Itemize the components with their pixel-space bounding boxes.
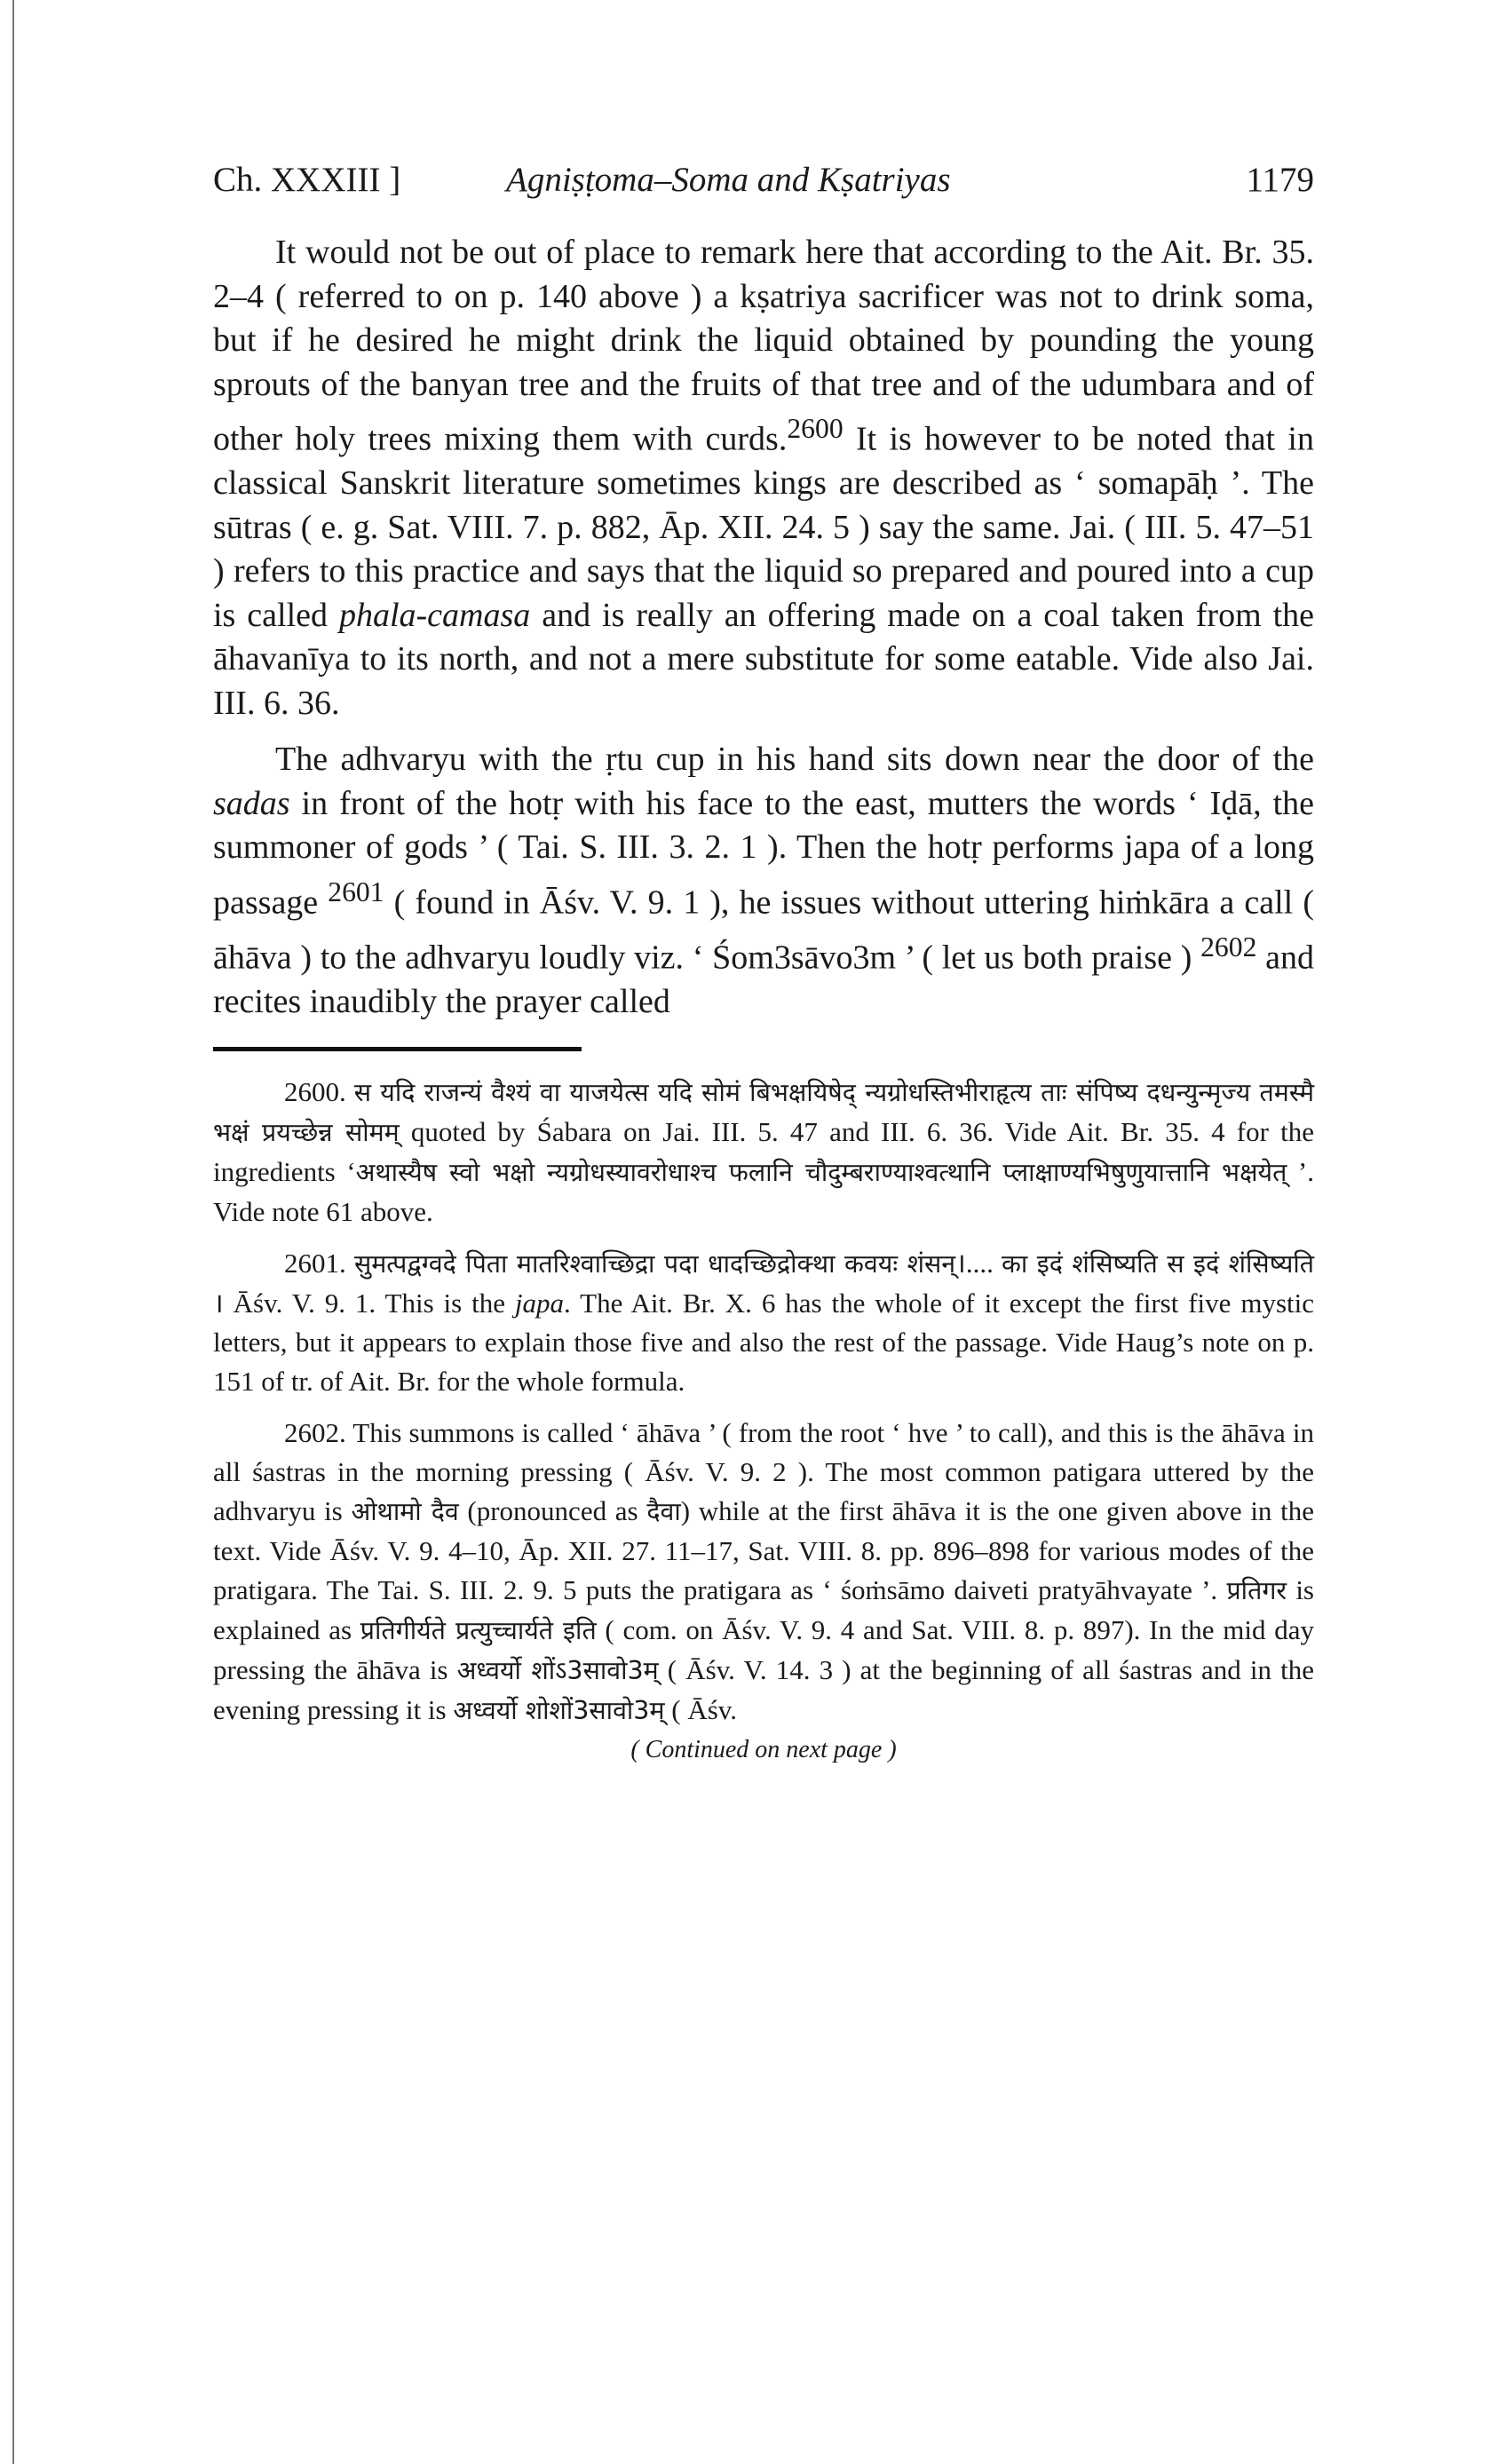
paragraph [213,231,1314,725]
footnote-ref: 2601 [328,875,384,907]
text-run: and recites inaudibly the prayer called [213,939,1315,1020]
text-run: ( Āśv. V. 14. 3 ) at the beginning of all śastras and in the evening pressing it is [213,1654,1315,1726]
footnote-number: 2600. [284,1076,354,1108]
sanskrit-word: दैवा [646,1497,681,1527]
sanskrit-word: अध्वर्यो शोशों3सावो3म् [453,1696,665,1726]
text-run: The adhvaryu with the ṛtu cup in his hand sits down near the door of the [275,741,1314,779]
text-run: ( com. on Āśv. V. 9. 4 and Sat. VIII. 8. p. 897). In the mid day pressing the āhāva is [213,1614,1315,1686]
sanskrit-word: प्रतिगर [1226,1576,1287,1606]
text-run: is explained as [213,1574,1314,1646]
text-run: quoted by Śabara on Jai. III. 5. 47 and III. 6. 36. Vide Ait. Br. 35. 4 for the ingredients ‘ [213,1116,1314,1188]
paragraph [213,738,1314,1024]
footnote-ref: 2600 [787,413,844,444]
text-run: ( Āśv. [664,1694,738,1726]
text-run: ’. Vide note 61 above. [213,1156,1314,1228]
footnote-number: 2601. [284,1248,354,1280]
text-run: ।.... [955,1248,1002,1280]
footnotes [213,1073,1314,1731]
sanskrit-quote: स यदि राजन्यं वैश्यं वा याजयेत्स यदि सोमं बिभक्षयिषेद् न्यग्रोधस्तिभीराहृत्य ताः संपिष्य दधन्युन्मृज्य तमस्मै भक्षं प्रयच्छेन्न सोमम् [213,1078,1315,1148]
running-header [213,160,1314,213]
text-run-italic: sadas [213,784,290,822]
text-run: 2602. This summons is called ‘ āhāva ’ ( from the root ‘ hve ’ to call), and this is the āhāva in all śastras in the morning pressing ( Āśv. V. 9. 2 ). The most common patigara uttered by the adhvaryu is [213,1417,1314,1527]
document-page [213,160,1314,1764]
sanskrit-quote: अथास्यैष स्वो भक्षो न्यग्रोधस्यावरोधाश्च फलानि चौदुम्बराण्याश्वत्थानि प्लाक्षाण्यभिषुणुयात्तानि भक्षयेत् [355,1158,1287,1188]
footnote-ref: 2602 [1200,931,1257,963]
sanskrit-quote: सुमत्पद्वग्वदे पिता मातरिश्वाच्छिद्रा पदा धादच्छिद्रोक्था कवयः शंसन् [353,1249,956,1280]
text-run: in front of the hotṛ with his face to the east, mutters the words ‘ Iḍā, the summoner of gods ’ ( Tai. S. III. 3. 2. 1 ). Then the hotṛ performs japa of a long passage [213,784,1314,922]
footnote-separator [213,1047,582,1051]
text-run: and is really an offering made on a coal taken from the āhavanīya to its north, and not a mere substitute for some eatable. Vide also Jai. III. 6. 36. [213,596,1314,722]
continued-note: ( Continued on next page ) [630,1736,897,1764]
footnote [213,1414,1314,1731]
footnote [213,1073,1314,1232]
text-run: . The Ait. Br. X. 6 has the whole of it except the first five mystic letters, but it appears to explain those five and also the rest of the passage. Vide Haug’s note on p. 151 of tr. of Ait. Br. for the whole formula. [213,1287,1314,1398]
text-run: ) while at the first āhāva it is the one given above in the text. Vide Āśv. V. 9. 4–10, Āp. XII. 27. 11–17, Sat. VIII. 8. pp. 896–898 for various modes of the pratigara. The Tai. S. III. 2. 9. 5 puts the pratigara as ‘ śoṁsāmo daiveti pratyāhvayate ’. [213,1495,1315,1606]
text-run: It is however to be noted that in classical Sanskrit literature sometimes kings are described as ‘ somapāḥ ’. The sūtras ( e. g. Sat. VIII. 7. p. 882, Āp. XII. 24. 5 ) say the same. Jai. ( III. 5. 47–51 ) refers to this practice and says that the liquid so prepared and poured into a cup is called [213,420,1314,634]
sanskrit-word: ओथामो दैव [351,1497,459,1527]
sanskrit-quote: का इदं शंसिष्यति स इदं शंसिष्यति [1002,1249,1315,1280]
page-edge-line [12,0,14,2464]
sanskrit-word: प्रतिगीर्यते प्रत्युच्चार्यते इति [360,1616,597,1646]
text-run-italic: japa [514,1287,565,1319]
text-run: । Āśv. V. 9. 1. This is the [213,1287,515,1319]
text-run: ( found in Āśv. V. 9. 1 ), he issues without uttering hiṁkāra a call ( āhāva ) to the adhvaryu loudly viz. ‘ Śom3sāvo3m ’ ( let us both praise ) [213,883,1314,977]
text-run: (pronounced as [458,1495,647,1527]
footnote [213,1244,1314,1401]
page-number: 1179 [1246,161,1314,199]
running-title: Agniṣṭoma–Soma and Kṣatriyas [506,161,951,199]
sanskrit-word: अध्वर्यो शोंऽ3सावो3म् [456,1656,659,1686]
text-run-italic: phala-camasa [338,596,531,634]
main-text [213,231,1314,1024]
text-run: It would not be out of place to remark here that according to the Ait. Br. 35. 2–4 ( referred to on p. 140 above ) a kṣatriya sacrificer was not to drink soma, but if he desired he might drink the liquid obtained by pounding the young sprouts of the banyan tree and the fruits of that tree and of the udumbara and of other holy trees mixing them with curds. [213,234,1314,458]
chapter-label: Ch. XXXIII ] [213,161,401,199]
